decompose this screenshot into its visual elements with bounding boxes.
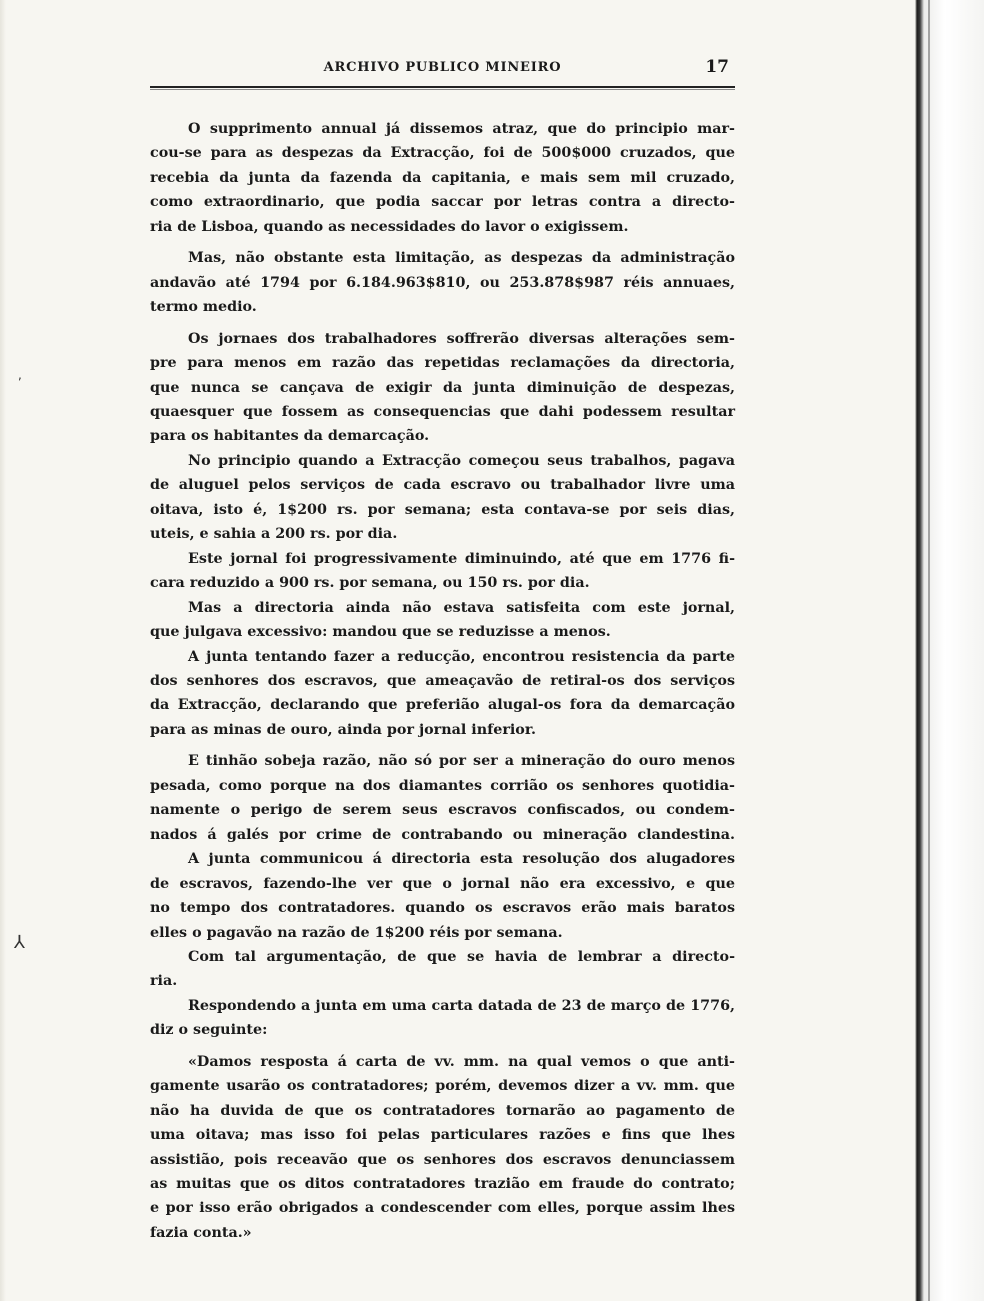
text-line: no tempo dos contratadores. quando os escravos erão mais baratos <box>150 900 735 917</box>
margin-mark: , <box>18 368 22 382</box>
text-line: termo medio. <box>150 299 257 316</box>
text-line: da Extracção, declarando que preferião alugal-os fora da demarcação <box>150 697 735 714</box>
text-line: Mas a directoria ainda não estava satisfeita com este jornal, <box>188 599 735 616</box>
text-line: as muitas que os ditos contratadores trazião em fraude do contrato; <box>150 1176 735 1193</box>
text-line: «Damos resposta á carta de vv. mm. na qual vemos o que anti- <box>188 1053 735 1070</box>
text-line: uma oitava; mas isso foi pelas particulares razões e fins que lhes <box>150 1127 735 1144</box>
margin-mark: ⅄ <box>14 932 25 953</box>
text-line: A junta tentando fazer a reducção, encontrou resistencia da parte <box>188 648 735 665</box>
text-line: Este jornal foi progressivamente diminuindo, até que em 1776 fi- <box>188 550 735 567</box>
text-line: namente o perigo de serem seus escravos confiscados, ou condem- <box>150 802 735 819</box>
text-line: recebia da junta da fazenda da capitania, e mais sem mil cruzado, <box>150 169 735 186</box>
text-line: A junta communicou á directoria esta resolução dos alugadores <box>188 851 735 868</box>
scan-edge-left <box>0 0 6 1301</box>
text-line: pesada, como porque na dos diamantes corrião os senhores quotidia- <box>150 777 735 794</box>
header-rule <box>150 86 735 88</box>
text-line: quaesquer que fossem as consequencias que dahi podessem resultar <box>150 403 735 420</box>
text-line: E tinhão sobeja razão, não só por ser a mineração do ouro menos <box>188 753 735 770</box>
text-line: que julgava excessivo: mandou que se reduzisse a menos. <box>150 624 611 641</box>
text-line: Mas, não obstante esta limitação, as despezas da administração <box>188 250 735 267</box>
text-line: gamente usarão os contratadores; porém, devemos dizer a vv. mm. que <box>150 1078 735 1095</box>
text-line: No principio quando a Extracção começou seus trabalhos, pagava <box>188 452 735 469</box>
text-line: para as minas de ouro, ainda por jornal inferior. <box>150 721 537 738</box>
text-line: andavão até 1794 por 6.184.963$810, ou 253.878$987 réis annuaes, <box>150 274 735 291</box>
text-line: dos senhores dos escravos, que ameaçavão de retiral-os dos serviços <box>150 672 735 689</box>
text-line: para os habitantes da demarcação. <box>150 428 430 445</box>
text-line: ria de Lisboa, quando as necessidades do lavor o exigissem. <box>150 218 629 235</box>
page-binding-shadow <box>915 0 984 1301</box>
text-line: fazia conta.» <box>150 1224 252 1241</box>
text-line: O supprimento annual já dissemos atraz, que do principio mar- <box>188 121 735 137</box>
text-line: e por isso erão obrigados a condescender com elles, porque assim lhes <box>150 1200 735 1217</box>
text-line: pre para menos em razão das repetidas reclamações da directoria, <box>150 355 735 372</box>
text-line: ria. <box>150 973 178 990</box>
body-text <box>150 117 735 1245</box>
text-line: diz o seguinte: <box>150 1022 268 1039</box>
text-line: oitava, isto é, 1$200 rs. por semana; esta contava-se por seis dias, <box>150 501 735 518</box>
text-line: nados á galés por crime de contrabando ou mineração clandestina. <box>150 826 735 843</box>
text-line: elles o pagavão na razão de 1$200 réis por semana. <box>150 924 563 941</box>
text-line: uteis, e sahia a 200 rs. por dia. <box>150 526 398 543</box>
text-line: Com tal argumentação, de que se havia de lembrar a directo- <box>188 948 735 965</box>
text-line: de aluguel pelos serviços de cada escravo ou trabalhador livre uma <box>150 477 735 494</box>
page-number: 17 <box>705 57 729 77</box>
text-line: Respondendo a junta em uma carta datada de 23 de março de 1776, <box>188 997 735 1014</box>
text-line: assistião, pois receavão que os senhores dos escravos denunciassem <box>150 1151 735 1168</box>
running-title: ARCHIVO PUBLICO MINEIRO <box>323 60 562 75</box>
text-line: de escravos, fazendo-lhe ver que o jornal não era excessivo, e que <box>150 875 735 892</box>
text-line: não ha duvida de que os contratadores tornarão ao pagamento de <box>150 1102 735 1119</box>
text-line: cara reduzido a 900 rs. por semana, ou 150 rs. por dia. <box>150 575 590 592</box>
text-line: cou-se para as despezas da Extracção, foi de 500$000 cruzados, que <box>150 145 735 162</box>
text-line: Os jornaes dos trabalhadores soffrerão diversas alterações sem- <box>188 330 735 347</box>
page-header <box>150 58 735 86</box>
text-line: que nunca se cançava de exigir da junta diminuição de despezas, <box>150 379 735 396</box>
text-line: como extraordinario, que podia saccar por letras contra a directo- <box>150 194 735 211</box>
